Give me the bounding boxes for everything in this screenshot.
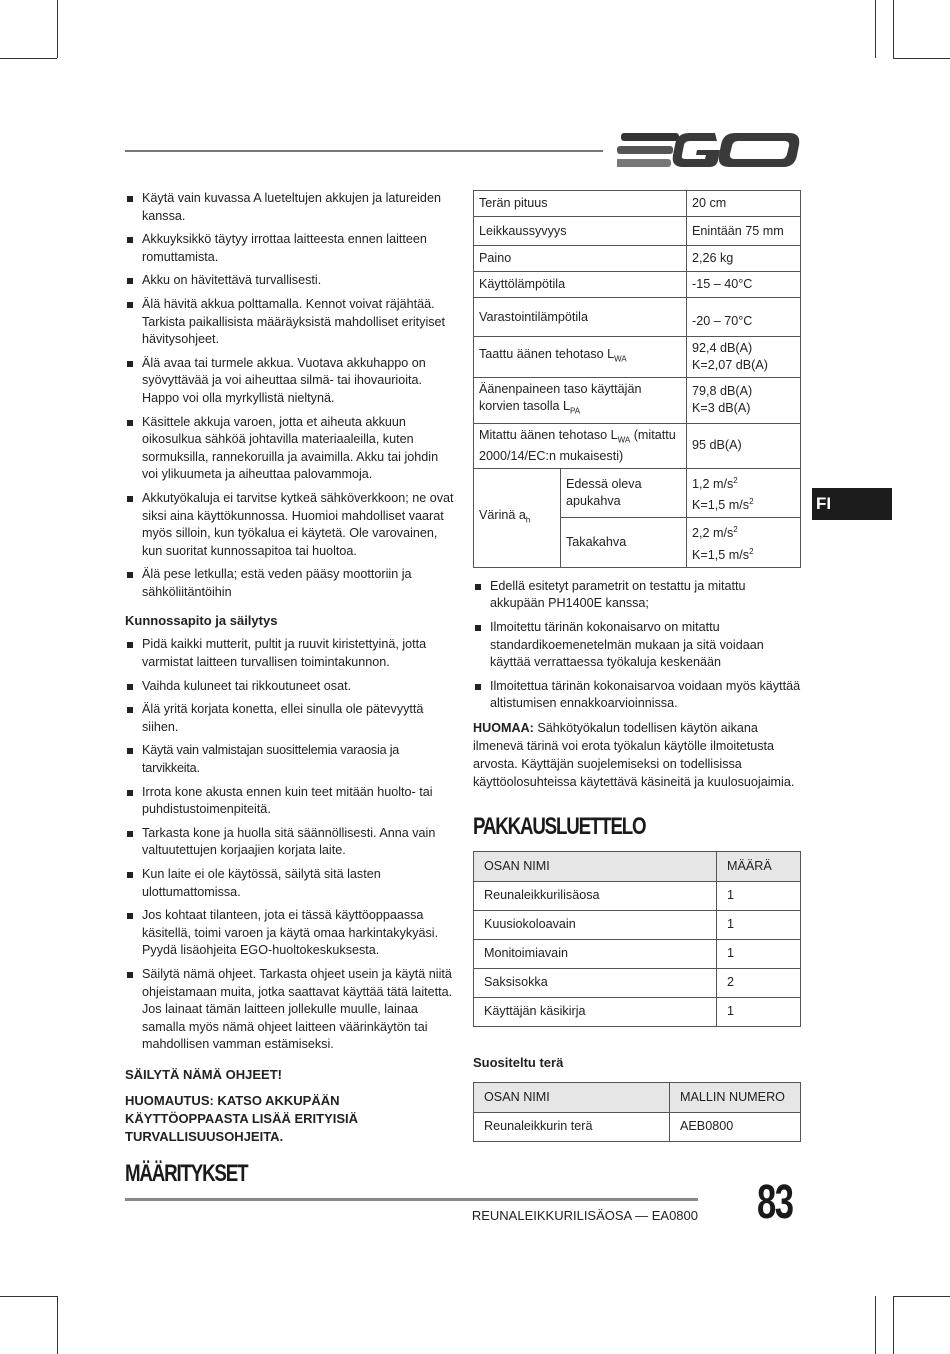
spec-label: Takakahva	[561, 518, 687, 567]
spec-label: Terän pituus	[474, 191, 687, 217]
spec-label: Leikkaussyvyys	[474, 217, 687, 246]
spec-value: 1,2 $m/s^2$ K=1,5 $m/s^2$	[687, 469, 801, 518]
part-qty: 1	[717, 997, 801, 1026]
list-item: Tarkasta kone ja huolla sitä säännöllisesti. Anna vain valtuutettujen korjaajien korjata laite.	[125, 825, 457, 860]
spec-value: 2,2 $m/s^2$ K=1,5 $m/s^2$	[687, 518, 801, 567]
battery-safety-list	[125, 190, 457, 601]
page-number: 83	[757, 1176, 793, 1229]
table-row	[474, 298, 801, 337]
crop-mark	[875, 1296, 876, 1354]
spec-value: Enintään 75 mm	[687, 217, 801, 246]
crop-mark	[893, 1296, 950, 1297]
part-qty: 1	[717, 881, 801, 910]
maintenance-heading: Kunnossapito ja säilytys	[125, 613, 278, 629]
crop-mark	[0, 1296, 57, 1297]
spec-label: Edessä oleva apukahva	[561, 469, 687, 518]
table-row	[474, 246, 801, 272]
list-item: Älä yritä korjata konetta, ellei sinulla ole pätevyyttä siihen.	[125, 701, 457, 736]
spec-label: Paino	[474, 246, 687, 272]
right-column	[473, 190, 801, 1142]
table-row	[474, 272, 801, 298]
table-row	[474, 337, 801, 378]
part-name: Reunaleikkurin terä	[474, 1112, 670, 1141]
header-rule	[125, 150, 603, 152]
list-item: Kun laite ei ole käytössä, säilytä sitä lasten ulottumattomissa.	[125, 866, 457, 901]
spec-label: Käyttölämpötila	[474, 272, 687, 298]
crop-mark	[893, 0, 894, 58]
language-tab: FI	[812, 488, 892, 520]
crop-mark	[875, 0, 876, 58]
table-row	[474, 191, 801, 217]
spec-value: 20 cm	[687, 191, 801, 217]
battery-notice: HUOMAUTUS: KATSO AKKUPÄÄN KÄYTTÖOPPAASTA LISÄÄ ERITYISIÄ TURVALLISUUSOHJEITA.	[125, 1092, 359, 1144]
column-header: OSAN NIMI	[474, 851, 717, 881]
maintenance-list	[125, 636, 457, 1053]
column-header: MALLIN NUMERO	[670, 1082, 801, 1112]
list-item: Älä pese letkulla; estä veden pääsy moottoriin ja sähköliitäntöihin	[125, 566, 457, 601]
crop-mark	[0, 58, 57, 59]
list-item: Irrota kone akusta ennen kuin teet mitään huolto- tai puhdistustoimenpiteitä.	[125, 784, 457, 819]
table-header-row	[474, 1082, 801, 1112]
table-row	[474, 881, 801, 910]
footer-rule	[125, 1198, 698, 1201]
part-qty: 1	[717, 939, 801, 968]
part-qty: 1	[717, 910, 801, 939]
list-item: Akku on hävitettävä turvallisesti.	[125, 272, 457, 290]
list-item: Ilmoitettua tärinän kokonaisarvoa voidaan myös käyttää altistumisen ennakkoarvioinnissa.	[473, 678, 801, 713]
vibration-note: HUOMAA: Sähkötyökalun todellisen käytön aikana ilmenevä tärinä voi erota työkalun käytölle ilmoitetusta arvosta. Käyttäjän suojelemiseksi on todellisissa käyttöolosuhteissa käytettävä käsineitä ja kuulosuojaimia.	[473, 720, 795, 789]
packing-heading: PAKKAUSLUETTELO	[473, 812, 646, 840]
spec-value: 92,4 dB(A) K=2,07 dB(A)	[687, 337, 801, 378]
crop-mark	[893, 58, 950, 59]
list-item: Jos kohtaat tilanteen, jota ei tässä käyttöoppaassa käsitellä, toimi varoen ja käytä omaa harkintakykyäsi. Pyydä lisäohjeita EGO-huoltokeskuksesta.	[125, 907, 457, 960]
table-row	[474, 910, 801, 939]
part-name: Käyttäjän käsikirja	[474, 997, 717, 1026]
table-row	[474, 997, 801, 1026]
part-name: Kuusiokoloavain	[474, 910, 717, 939]
part-name: Monitoimiavain	[474, 939, 717, 968]
spec-label: Varastointilämpötila	[474, 298, 687, 337]
list-item: Käytä vain valmistajan suosittelemia varaosia ja tarvikkeita.	[125, 742, 457, 777]
column-header: MÄÄRÄ	[717, 851, 801, 881]
list-item: Edellä esitetyt parametrit on testattu ja mitattu akkupään PH1400E kanssa;	[473, 578, 801, 613]
model-number: AEB0800	[670, 1112, 801, 1141]
ego-logo	[617, 128, 802, 173]
table-row	[474, 968, 801, 997]
list-item: Ilmoitettu tärinän kokonaisarvo on mitattu standardikoemenetelmän mukaan ja sitä voidaan käyttää verrattaessa työkaluja keskenään	[473, 619, 801, 672]
recommended-blade-table	[473, 1082, 801, 1142]
specs-heading: MÄÄRITYKSET	[125, 1159, 248, 1187]
spec-value: -20 – 70°C	[687, 298, 801, 337]
table-header-row	[474, 851, 801, 881]
list-item: Pidä kaikki mutterit, pultit ja ruuvit kiristettyinä, jotta varmistat laitteen turvallisen toimintakunnon.	[125, 636, 457, 671]
list-item: Älä avaa tai turmele akkua. Vuotava akkuhappo on syövyttävää ja voi aiheuttaa silmä- tai ihovaurioita. Happo voi olla myrkyllistä nieltynä.	[125, 355, 457, 408]
recommended-heading: Suositeltu terä	[473, 1054, 564, 1070]
table-row	[474, 1112, 801, 1141]
part-name: Reunaleikkurilisäosa	[474, 881, 717, 910]
list-item: Akkutyökaluja ei tarvitse kytkeä sähköverkkoon; ne ovat siksi aina käyttökunnossa. Huomioi mahdolliset vaarat myös silloin, kun työkalua ei käytetä. Ole varovainen, kun suoritat kunnossapitoa tai huoltoa.	[125, 490, 457, 560]
column-header: OSAN NIMI	[474, 1082, 670, 1112]
spec-value: 95 dB(A)	[687, 423, 801, 469]
list-item: Säilytä nämä ohjeet. Tarkasta ohjeet usein ja käytä niitä ohjeistamaan muita, jotka saattavat käyttää tätä laitetta. Jos lainaat tämän laitteen jollekulle muulle, lainaa samalla myös nämä ohjeet laitteen väärinkäytön tai mahdollisen vamman estämiseksi.	[125, 966, 457, 1054]
spec-value: -15 – 40°C	[687, 272, 801, 298]
spec-value: 2,26 kg	[687, 246, 801, 272]
table-row	[474, 469, 801, 518]
table-row	[474, 217, 801, 246]
left-column	[125, 190, 457, 1188]
spec-label: Mitattu äänen tehotaso $L_{WA}$ (mitattu 2000/14/EC:n mukaisesti)	[474, 423, 687, 469]
list-item: Vaihda kuluneet tai rikkoutuneet osat.	[125, 678, 457, 696]
table-row	[474, 423, 801, 469]
list-item: Käsittele akkuja varoen, jotta et aiheuta akkuun oikosulkua sähköä johtavilla materiaaleilla, kuten sormuksilla, rannekoruilla ja avaimilla. Akku tai johdin voi ylikuumeta ja aiheuttaa palovammoja.	[125, 414, 457, 484]
footer-title: REUNALEIKKURILISÄOSA — EA0800	[471, 1208, 698, 1223]
spec-label: Värinä $a_h$	[474, 469, 561, 568]
spec-label: Taattu äänen tehotaso $L_{WA}$	[474, 337, 687, 378]
list-item: Käytä vain kuvassa A lueteltujen akkujen ja latureiden kanssa.	[125, 190, 457, 225]
specifications-table	[473, 190, 801, 568]
spec-label: Äänenpaineen taso käyttäjän korvien tasolla $L_{PA}$	[474, 378, 687, 424]
list-item: Älä hävitä akkua polttamalla. Kennot voivat räjähtää. Tarkista paikallisista määräyksistä mahdolliset erityiset hävitysohjeet.	[125, 296, 457, 349]
packing-list-table	[473, 851, 801, 1027]
list-item: Akkuyksikkö täytyy irrottaa laitteesta ennen laitteen romuttamista.	[125, 231, 457, 266]
measurement-notes-list	[473, 578, 801, 713]
save-notice: SÄILYTÄ NÄMÄ OHJEET!	[125, 1066, 282, 1082]
crop-mark	[57, 1296, 58, 1354]
table-row	[474, 939, 801, 968]
part-name: Saksisokka	[474, 968, 717, 997]
table-row	[474, 378, 801, 424]
spec-value: 79,8 dB(A) K=3 dB(A)	[687, 378, 801, 424]
part-qty: 2	[717, 968, 801, 997]
crop-mark	[893, 1296, 894, 1354]
crop-mark	[57, 0, 58, 58]
